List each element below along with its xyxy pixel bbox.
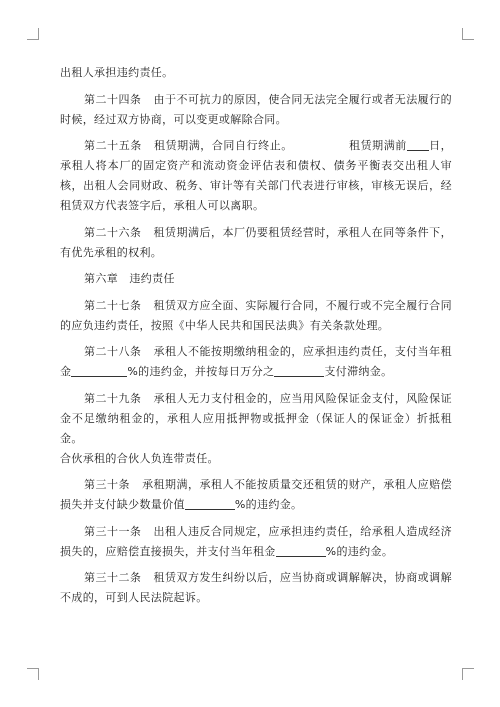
article-28 bbox=[60, 342, 452, 382]
article-number: 第三十条 bbox=[84, 478, 130, 491]
article-24 bbox=[60, 90, 452, 130]
article-text: 租赁期满后，本厂仍要租赁经营时，承租人在同等条件下，有优先承租的权利。 bbox=[60, 225, 452, 259]
article-30 bbox=[60, 475, 452, 515]
article-number: 第二十九条 bbox=[84, 391, 142, 405]
article-29 bbox=[60, 389, 452, 449]
paragraph-continuation bbox=[60, 63, 452, 83]
crop-mark-top-right bbox=[462, 28, 474, 40]
article-text: 日，承租人将本厂的固定资产和流动资金评估表和债权、债务平衡表交出租人审核，出租人会同财政、税务、审计等有关部门代表进行审核，审核无误后，经租赁双方代表签字后，承租人可以离职。 bbox=[60, 139, 453, 212]
fill-in-blank bbox=[274, 364, 324, 377]
article-number: 第三十一条 bbox=[84, 524, 142, 538]
article-text: 由于不可抗力的原因，使合同无法完全履行或者无法履行的时候，经过双方协商，可以变更或解除合同。 bbox=[60, 92, 452, 126]
article-text: 租赁期满前 bbox=[348, 139, 407, 152]
article-text: 承租人无力支付租金的，应当用风险保证金支付，风险保证金不足缴纳租金的，承租人应用抵押物或抵押金（保证人的保证金）折抵租金。 bbox=[60, 391, 452, 445]
fill-in-blank bbox=[185, 497, 235, 510]
article-text: %的违约金。 bbox=[325, 544, 394, 558]
paragraph-partner-liability bbox=[60, 449, 452, 469]
article-text: 支付滞纳金。 bbox=[324, 365, 393, 378]
article-27 bbox=[60, 296, 452, 336]
article-number: 第二十八条 bbox=[84, 345, 142, 358]
crop-mark-bottom-right bbox=[462, 668, 474, 680]
fill-in-blank bbox=[99, 364, 127, 377]
article-26 bbox=[60, 223, 452, 263]
crop-mark-bottom-left bbox=[27, 668, 39, 680]
article-text: 出租人违反合同规定，应承担违约责任，给承租人造成经济损失的，应赔偿直接损失，并支付当年租金 bbox=[60, 524, 452, 558]
fill-in-blank bbox=[71, 364, 99, 377]
article-25 bbox=[60, 136, 452, 216]
article-text: %的违约金，并按每日万分之 bbox=[127, 365, 275, 378]
article-number: 第二十七条 bbox=[84, 298, 142, 312]
article-31 bbox=[60, 522, 452, 562]
fill-in-blank bbox=[407, 138, 429, 151]
article-32 bbox=[60, 568, 452, 608]
article-text: 租赁期满，合同自行终止。 bbox=[153, 139, 293, 152]
crop-mark-top-left bbox=[27, 28, 39, 40]
chapter-heading bbox=[60, 269, 452, 289]
article-number: 第二十四条 bbox=[84, 92, 142, 106]
chapter-title: 第六章 违约责任 bbox=[84, 272, 175, 285]
paragraph-text: 出租人承担违约责任。 bbox=[60, 66, 174, 79]
article-number: 第二十六条 bbox=[84, 225, 142, 239]
article-text: 承租人不能按期缴纳租金的，应承担违约责任，支付当年租金 bbox=[60, 345, 452, 378]
article-number: 第三十二条 bbox=[84, 571, 142, 584]
article-number: 第二十五条 bbox=[84, 139, 142, 152]
fill-in-blank bbox=[276, 544, 326, 557]
article-text: 租赁双方应全面、实际履行合同，不履行或不完全履行合同的应负违约责任，按照《中华人民共和国民法典》有关条款处理。 bbox=[60, 298, 452, 332]
article-text: %的违约金。 bbox=[234, 498, 303, 511]
article-text: 承租期满，承租人不能按质量交还租赁的财产，承租人应赔偿损失并支付缺少数量价值 bbox=[60, 478, 452, 511]
article-text: 租赁双方发生纠纷以后，应当协商或调解解决，协商或调解不成的，可到人民法院起诉。 bbox=[60, 571, 452, 604]
paragraph-text: 合伙承租的合伙人负连带责任。 bbox=[60, 451, 219, 465]
document-page bbox=[60, 63, 452, 615]
